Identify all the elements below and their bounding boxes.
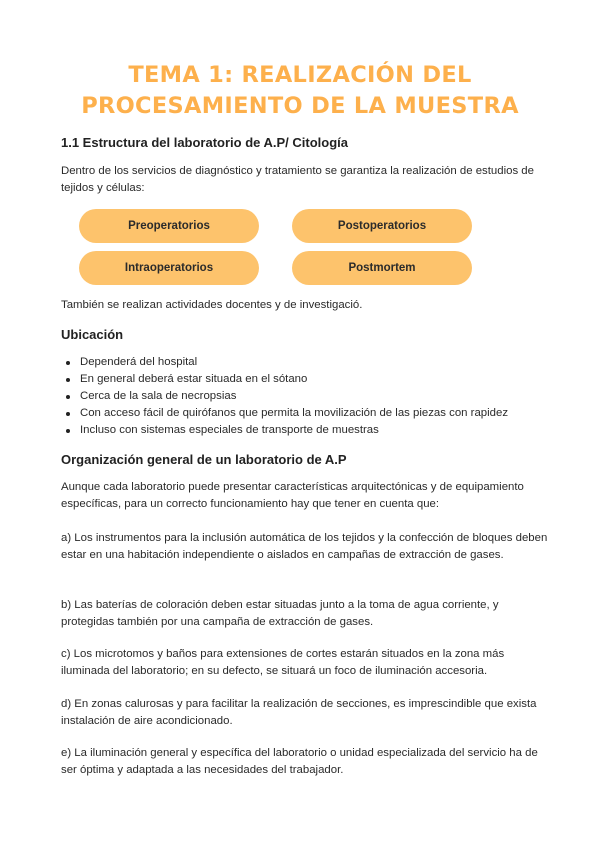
paragraph-point-a: a) Los instrumentos para la inclusión automática de los tejidos y la confección de bloques deben estar en una habitación independiente o aislados en campañas de extracción de gases. [61,532,548,561]
bullet-icon [66,412,70,416]
section-heading-ubicacion: Ubicación [61,327,124,342]
paragraph-intro: Dentro de los servicios de diagnóstico y tratamiento se garantiza la realización de estudios de tejidos y células: [61,165,534,194]
paragraph-point-e: e) La iluminación general y específica del laboratorio o unidad especializada del servicio ha de ser óptima y adaptada a las necesidades del trabajador. [61,747,538,776]
paragraph-organizacion-intro: Aunque cada laboratorio puede presentar características arquitectónicas y de equipamiento específicas, para un correcto funcionamiento hay que tener en cuenta que: [61,481,524,510]
bullet-icon [66,361,70,365]
paragraph-actividades: También se realizan actividades docentes y de investigació. [61,299,363,311]
list-item: En general deberá estar situada en el sótano [61,371,561,388]
bullet-icon [66,378,70,382]
section-heading-organizacion: Organización general de un laboratorio de A.P [61,452,347,467]
section-heading-estructura: 1.1 Estructura del laboratorio de A.P/ Citología [61,135,349,150]
pill-intraoperatorios: Intraoperatorios [79,251,259,285]
ubicacion-list [61,354,561,439]
page-title: TEMA 1: REALIZACIÓN DEL PROCESAMIENTO DE LA MUESTRA [81,62,519,119]
pill-postmortem: Postmortem [292,251,472,285]
list-item: Incluso con sistemas especiales de transporte de muestras [61,422,561,439]
pill-postoperatorios: Postoperatorios [292,209,472,243]
paragraph-point-b: b) Las baterías de coloración deben estar situadas junto a la toma de agua corriente, y protegidas también por una campaña de extracción de gases. [61,599,499,628]
bullet-icon [66,395,70,399]
bullet-icon [66,429,70,433]
paragraph-point-d: d) En zonas calurosas y para facilitar la realización de secciones, es imprescindible que exista instalación de aire acondicionado. [61,698,537,727]
paragraph-point-c: c) Los microtomos y baños para extensiones de cortes estarán situados en la zona más iluminada del laboratorio; en su defecto, se situará un foco de iluminación accesoria. [61,648,505,677]
list-item: Con acceso fácil de quirófanos que permita la movilización de las piezas con rapidez [61,405,561,422]
list-item: Cerca de la sala de necropsias [61,388,561,405]
pill-preoperatorios: Preoperatorios [79,209,259,243]
list-item: Dependerá del hospital [61,354,561,371]
